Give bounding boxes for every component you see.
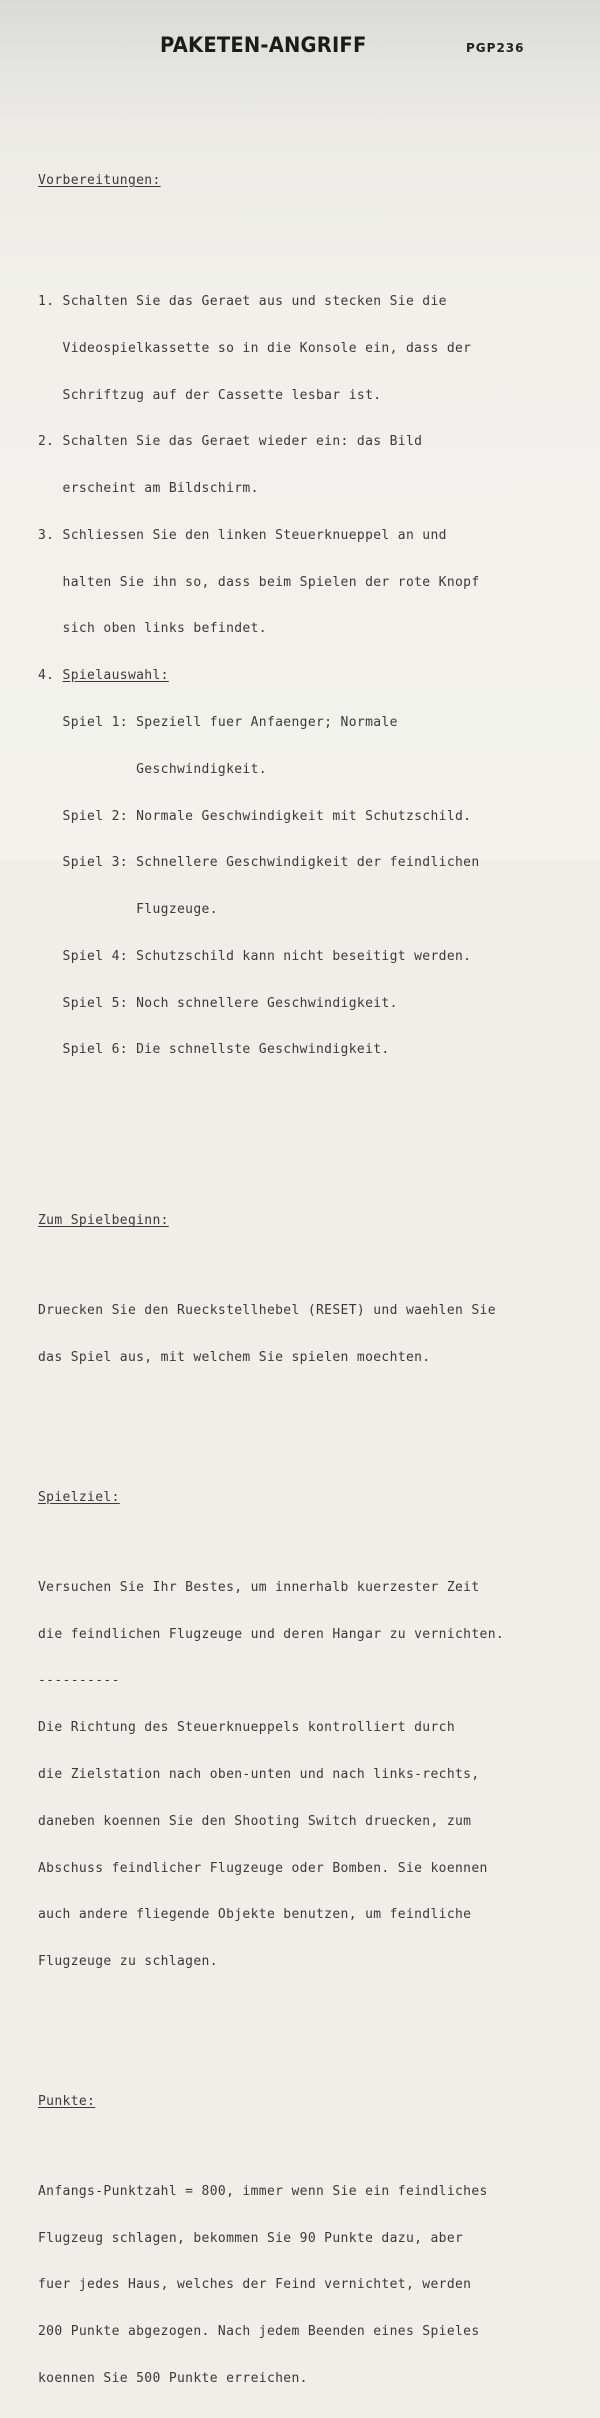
- page-title: PAKETEN-ANGRIFF: [160, 33, 367, 57]
- text-line: 200 Punkte abgezogen. Nach jedem Beenden eines Spieles: [38, 2324, 480, 2340]
- vorbereitungen-steps: [38, 263, 593, 1089]
- text-line: Schriftzug auf der Cassette lesbar ist.: [38, 387, 382, 403]
- product-code: PGP236: [466, 41, 525, 55]
- spiel-line: Spiel 5: Noch schnellere Geschwindigkeit.: [38, 995, 398, 1011]
- section-heading-punkte: Punkte:: [38, 2093, 96, 2109]
- text-line: daneben koennen Sie den Shooting Switch druecken, zum: [38, 1813, 472, 1829]
- section-heading-spielauswahl: Spielauswahl:: [62, 668, 169, 684]
- text-line: fuer jedes Haus, welches der Feind vernichtet, werden: [38, 2277, 472, 2293]
- section-heading-spielbeginn: Zum Spielbeginn:: [38, 1213, 169, 1229]
- spiel-line: Geschwindigkeit.: [38, 761, 267, 777]
- text-line: Druecken Sie den Rueckstellhebel (RESET) und waehlen Sie: [38, 1303, 496, 1319]
- text-line: Anfangs-Punktzahl = 800, immer wenn Sie ein feindliches: [38, 2183, 488, 2199]
- text-line: Videospielkassette so in die Konsole ein, dass der: [38, 340, 472, 356]
- text-line: koennen Sie 500 Punkte erreichen.: [38, 2370, 308, 2386]
- text-line: 1. Schalten Sie das Geraet aus und stecken Sie die: [38, 293, 447, 309]
- header-band: [0, 0, 600, 100]
- text-line: Abschuss feindlicher Flugzeuge oder Bomben. Sie koennen: [38, 1860, 488, 1876]
- text-line: Versuchen Sie Ihr Bestes, um innerhalb kuerzester Zeit: [38, 1579, 480, 1595]
- section-heading-vorbereitungen: Vorbereitungen:: [38, 172, 161, 188]
- instructions-body: [38, 126, 593, 2418]
- text-line: erscheint am Bildschirm.: [38, 481, 259, 497]
- text-line: die feindlichen Flugzeuge und deren Hangar zu vernichten.: [38, 1626, 505, 1642]
- text-line: halten Sie ihn so, dass beim Spielen der rote Knopf: [38, 574, 480, 590]
- text-line: die Zielstation nach oben-unten und nach links-rechts,: [38, 1766, 480, 1782]
- spiel-line: Spiel 4: Schutzschild kann nicht beseitigt werden.: [38, 948, 472, 964]
- text-line: Flugzeug schlagen, bekommen Sie 90 Punkte dazu, aber: [38, 2230, 464, 2246]
- text-line: auch andere fliegende Objekte benutzen, um feindliche: [38, 1907, 472, 1923]
- spiel-line: Spiel 1: Speziell fuer Anfaenger; Normale: [38, 714, 398, 730]
- text-line: Flugzeuge zu schlagen.: [38, 1954, 218, 1970]
- text-line: Die Richtung des Steuerknueppels kontrolliert durch: [38, 1720, 456, 1736]
- list-number: 4.: [38, 668, 63, 684]
- separator-dashes: ----------: [38, 1673, 120, 1689]
- spiel-line: Flugzeuge.: [38, 902, 218, 918]
- spielauswahl-line: [38, 668, 593, 684]
- text-line: sich oben links befindet.: [38, 621, 267, 637]
- spiel-line: Spiel 2: Normale Geschwindigkeit mit Schutzschild.: [38, 808, 472, 824]
- text-line: 2. Schalten Sie das Geraet wieder ein: das Bild: [38, 434, 423, 450]
- spiel-line: Spiel 6: Die schnellste Geschwindigkeit.: [38, 1042, 390, 1058]
- section-heading-spielziel: Spielziel:: [38, 1489, 120, 1505]
- text-line: 3. Schliessen Sie den linken Steuerknueppel an und: [38, 527, 447, 543]
- spiel-line: Spiel 3: Schnellere Geschwindigkeit der feindlichen: [38, 855, 480, 871]
- text-line: das Spiel aus, mit welchem Sie spielen moechten.: [38, 1350, 431, 1366]
